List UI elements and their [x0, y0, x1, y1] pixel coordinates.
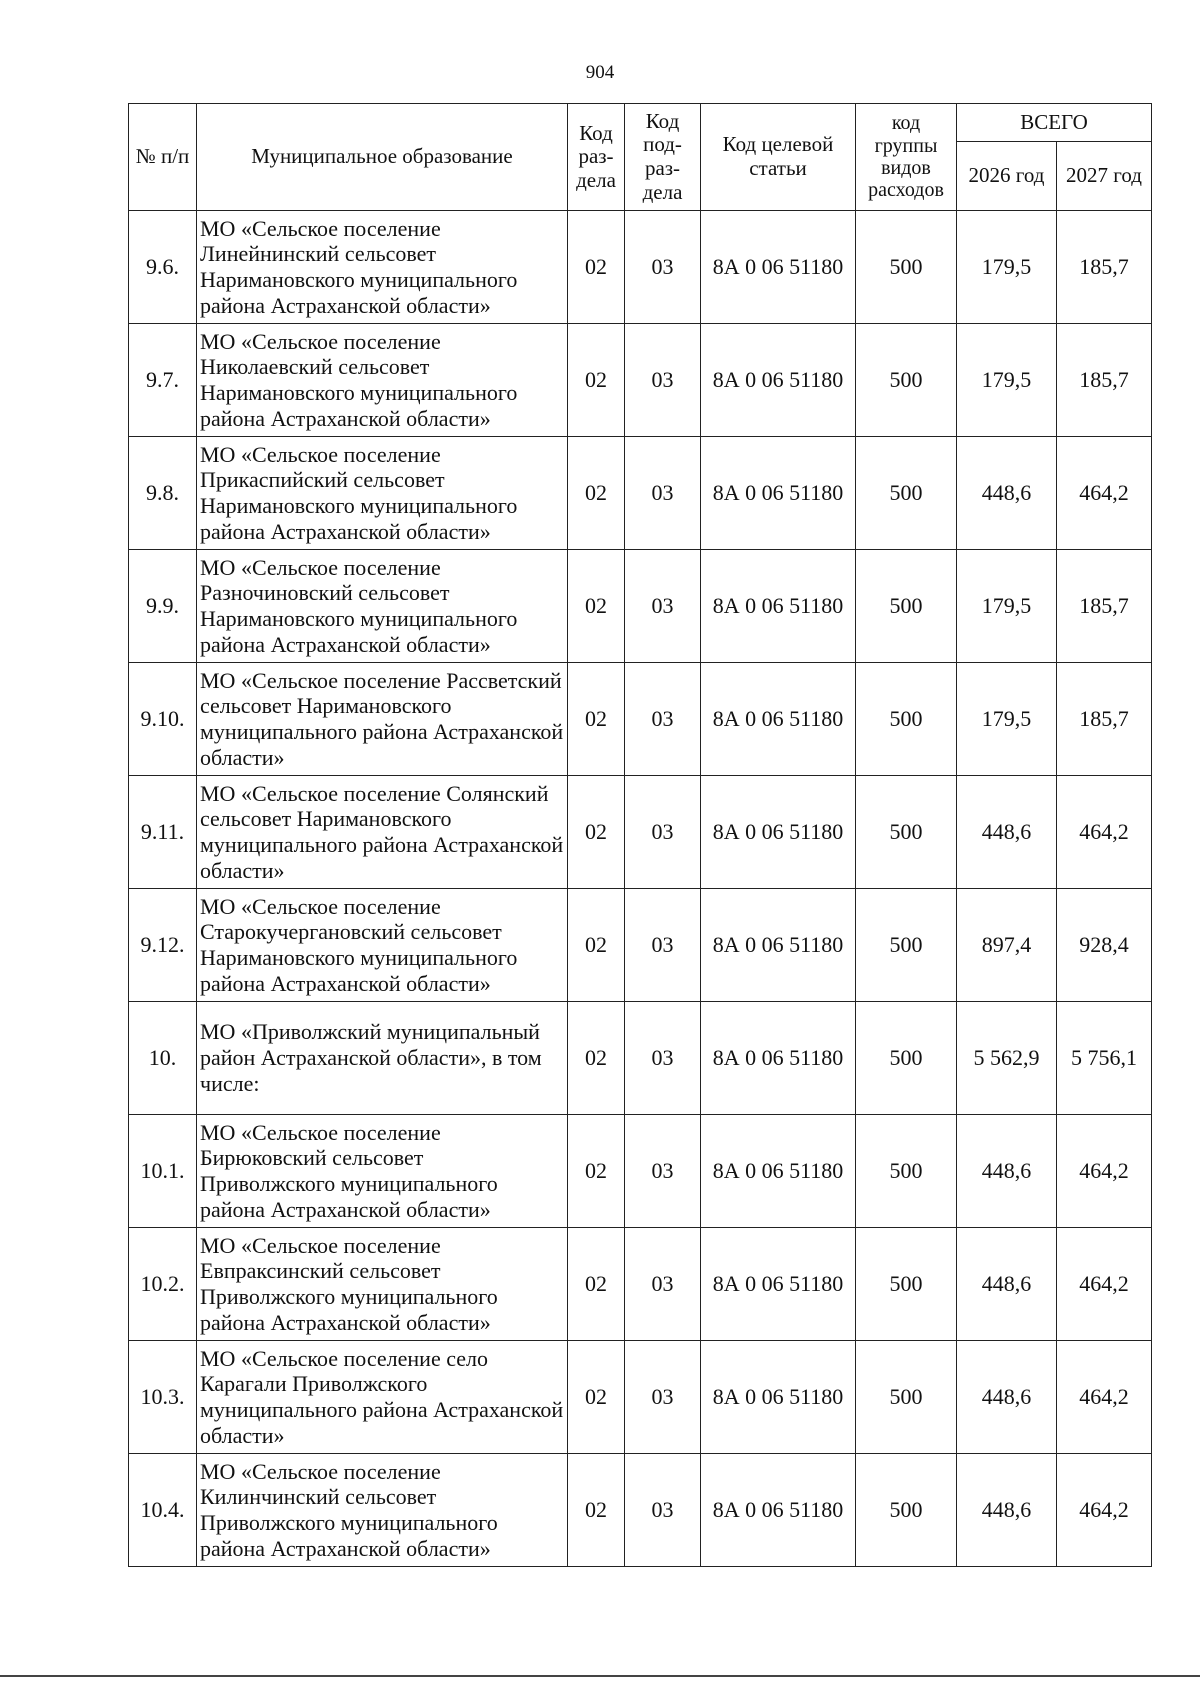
cell-2026: 448,6 [957, 1228, 1057, 1341]
header-year-2027: 2027 год [1057, 142, 1152, 211]
cell-section: 02 [568, 663, 625, 776]
table-row [129, 889, 1152, 1002]
cell-subsection: 03 [625, 1115, 701, 1228]
cell-num: 10.4. [129, 1454, 197, 1567]
cell-section: 02 [568, 1115, 625, 1228]
header-expense-group: код группы видов расходов [856, 104, 957, 211]
cell-section: 02 [568, 550, 625, 663]
header-section: Код раз-дела [568, 104, 625, 211]
cell-subsection: 03 [625, 550, 701, 663]
cell-expense-group: 500 [856, 324, 957, 437]
cell-target: 8А 0 06 51180 [701, 550, 856, 663]
cell-target: 8А 0 06 51180 [701, 1341, 856, 1454]
cell-expense-group: 500 [856, 1228, 957, 1341]
cell-2027: 464,2 [1057, 1341, 1152, 1454]
cell-2026: 448,6 [957, 776, 1057, 889]
cell-2027: 464,2 [1057, 1454, 1152, 1567]
table-row [129, 663, 1152, 776]
cell-expense-group: 500 [856, 776, 957, 889]
cell-2027: 464,2 [1057, 1115, 1152, 1228]
cell-num: 9.12. [129, 889, 197, 1002]
cell-expense-group: 500 [856, 1341, 957, 1454]
header-target: Код целевой статьи [701, 104, 856, 211]
table-row [129, 1228, 1152, 1341]
cell-expense-group: 500 [856, 211, 957, 324]
cell-2027: 928,4 [1057, 889, 1152, 1002]
header-year-2026: 2026 год [957, 142, 1057, 211]
cell-target: 8А 0 06 51180 [701, 211, 856, 324]
cell-section: 02 [568, 324, 625, 437]
header-total: ВСЕГО [957, 104, 1152, 142]
table-row [129, 211, 1152, 324]
table-header [129, 104, 1152, 211]
table-row [129, 550, 1152, 663]
cell-subsection: 03 [625, 437, 701, 550]
cell-expense-group: 500 [856, 663, 957, 776]
cell-subsection: 03 [625, 1002, 701, 1115]
table-row [129, 776, 1152, 889]
cell-2027: 5 756,1 [1057, 1002, 1152, 1115]
cell-target: 8А 0 06 51180 [701, 1002, 856, 1115]
page-number: 904 [585, 62, 615, 83]
cell-num: 9.11. [129, 776, 197, 889]
cell-2027: 464,2 [1057, 437, 1152, 550]
cell-municipality: МО «Сельское поселение Старокучергановский сельсовет Наримановского муниципального района Астраханской области» [197, 889, 568, 1002]
cell-num: 10.1. [129, 1115, 197, 1228]
budget-table [128, 103, 1152, 1567]
cell-subsection: 03 [625, 1341, 701, 1454]
cell-expense-group: 500 [856, 1002, 957, 1115]
cell-num: 9.8. [129, 437, 197, 550]
table-row [129, 324, 1152, 437]
table-row [129, 1454, 1152, 1567]
cell-target: 8А 0 06 51180 [701, 776, 856, 889]
cell-target: 8А 0 06 51180 [701, 324, 856, 437]
cell-subsection: 03 [625, 776, 701, 889]
cell-municipality: МО «Сельское поселение Рассветский сельсовет Наримановского муниципального района Астраханской области» [197, 663, 568, 776]
header-subsection: Код под-раз-дела [625, 104, 701, 211]
cell-municipality: МО «Сельское поселение село Карагали Приволжского муниципального района Астраханской области» [197, 1341, 568, 1454]
cell-num: 9.9. [129, 550, 197, 663]
cell-expense-group: 500 [856, 1454, 957, 1567]
cell-num: 10. [129, 1002, 197, 1115]
cell-target: 8А 0 06 51180 [701, 663, 856, 776]
cell-municipality: МО «Приволжский муниципальный район Астраханской области», в том числе: [197, 1002, 568, 1115]
cell-2026: 5 562,9 [957, 1002, 1057, 1115]
cell-municipality: МО «Сельское поселение Разночиновский сельсовет Наримановского муниципального района Астраханской области» [197, 550, 568, 663]
cell-2026: 448,6 [957, 1341, 1057, 1454]
cell-2026: 448,6 [957, 1115, 1057, 1228]
cell-2026: 179,5 [957, 550, 1057, 663]
cell-subsection: 03 [625, 1454, 701, 1567]
cell-2026: 179,5 [957, 324, 1057, 437]
page-bottom-rule [0, 1675, 1200, 1677]
cell-subsection: 03 [625, 324, 701, 437]
cell-municipality: МО «Сельское поселение Николаевский сельсовет Наримановского муниципального района Астраханской области» [197, 324, 568, 437]
cell-subsection: 03 [625, 663, 701, 776]
cell-num: 9.10. [129, 663, 197, 776]
cell-expense-group: 500 [856, 437, 957, 550]
cell-target: 8А 0 06 51180 [701, 437, 856, 550]
cell-num: 9.6. [129, 211, 197, 324]
cell-municipality: МО «Сельское поселение Солянский сельсовет Наримановского муниципального района Астраханской области» [197, 776, 568, 889]
cell-municipality: МО «Сельское поселение Килинчинский сельсовет Приволжского муниципального района Астраханской области» [197, 1454, 568, 1567]
header-num: № п/п [129, 104, 197, 211]
cell-2027: 464,2 [1057, 1228, 1152, 1341]
cell-section: 02 [568, 437, 625, 550]
cell-municipality: МО «Сельское поселение Прикаспийский сельсовет Наримановского муниципального района Астраханской области» [197, 437, 568, 550]
table-body [129, 211, 1152, 1567]
cell-municipality: МО «Сельское поселение Евпраксинский сельсовет Приволжского муниципального района Астраханской области» [197, 1228, 568, 1341]
cell-expense-group: 500 [856, 1115, 957, 1228]
cell-2026: 179,5 [957, 663, 1057, 776]
cell-num: 9.7. [129, 324, 197, 437]
cell-subsection: 03 [625, 1228, 701, 1341]
cell-2026: 897,4 [957, 889, 1057, 1002]
cell-target: 8А 0 06 51180 [701, 889, 856, 1002]
cell-section: 02 [568, 1341, 625, 1454]
cell-target: 8А 0 06 51180 [701, 1228, 856, 1341]
table-row [129, 1115, 1152, 1228]
cell-municipality: МО «Сельское поселение Линейнинский сельсовет Наримановского муниципального района Астраханской области» [197, 211, 568, 324]
cell-2026: 179,5 [957, 211, 1057, 324]
cell-2027: 185,7 [1057, 663, 1152, 776]
cell-section: 02 [568, 1454, 625, 1567]
cell-subsection: 03 [625, 211, 701, 324]
cell-2026: 448,6 [957, 1454, 1057, 1567]
cell-section: 02 [568, 889, 625, 1002]
cell-expense-group: 500 [856, 550, 957, 663]
table-row [129, 437, 1152, 550]
cell-2026: 448,6 [957, 437, 1057, 550]
cell-section: 02 [568, 1228, 625, 1341]
cell-target: 8А 0 06 51180 [701, 1115, 856, 1228]
cell-municipality: МО «Сельское поселение Бирюковский сельсовет Приволжского муниципального района Астраханской области» [197, 1115, 568, 1228]
header-municipality: Муниципальное образование [197, 104, 568, 211]
cell-2027: 464,2 [1057, 776, 1152, 889]
cell-section: 02 [568, 211, 625, 324]
cell-2027: 185,7 [1057, 324, 1152, 437]
cell-2027: 185,7 [1057, 550, 1152, 663]
cell-subsection: 03 [625, 889, 701, 1002]
cell-target: 8А 0 06 51180 [701, 1454, 856, 1567]
table-row [129, 1341, 1152, 1454]
cell-num: 10.3. [129, 1341, 197, 1454]
cell-section: 02 [568, 1002, 625, 1115]
cell-2027: 185,7 [1057, 211, 1152, 324]
table-row [129, 1002, 1152, 1115]
cell-expense-group: 500 [856, 889, 957, 1002]
cell-num: 10.2. [129, 1228, 197, 1341]
cell-section: 02 [568, 776, 625, 889]
